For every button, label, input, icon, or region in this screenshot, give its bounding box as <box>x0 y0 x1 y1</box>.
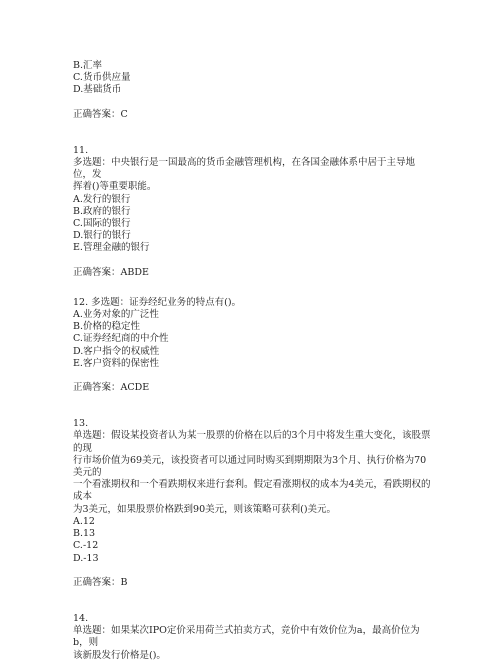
question-stem: 行市场价值为69美元，该投资者可以通过同时购买到期期限为3个月、执行价格为70美元的 <box>73 454 427 479</box>
option-line: B.汇率 <box>73 60 103 71</box>
question-12 <box>73 297 433 394</box>
option-line: C.证券经纪商的中介性 <box>73 333 169 345</box>
prev-question <box>73 60 433 121</box>
question-number: 13. <box>73 418 89 430</box>
question-number: 14. <box>73 612 89 624</box>
option-line: B.13 <box>73 528 96 540</box>
option-line: C.货币供应量 <box>73 72 131 84</box>
question-stem: 挥着()等重要职能。 <box>73 181 157 193</box>
option-line: E.管理金融的银行 <box>73 242 150 254</box>
option-line: C.-12 <box>73 540 99 552</box>
option-line: D.客户指令的权威性 <box>73 345 160 357</box>
option-line: A.发行的银行 <box>73 193 131 205</box>
option-line: C.国际的银行 <box>73 218 131 230</box>
question-number: 11. <box>73 144 89 156</box>
option-line: A.12 <box>73 515 95 527</box>
question-stem: 单选题：如果某次IPO定价采用荷兰式拍卖方式，竞价中有效价位为a，最高价位为b，则 <box>73 625 420 649</box>
option-line: E.客户资料的保密性 <box>73 357 159 369</box>
option-line: B.价格的稳定性 <box>73 321 141 333</box>
question-stem: 12. 多选题：证券经纪业务的特点有()。 <box>73 296 242 308</box>
question-13 <box>73 418 433 589</box>
option-line: A.业务对象的广泛性 <box>73 309 159 321</box>
question-14 <box>73 613 433 662</box>
option-line: B.政府的银行 <box>73 205 131 217</box>
option-line: D.银行的银行 <box>73 230 131 242</box>
question-stem: 为3美元，如果股票价格跌到90美元，则该策略可获利()美元。 <box>73 503 337 515</box>
question-stem: 一个看涨期权和一个看跌期权来进行套利。假定看涨期权的成本为4美元，看跌期权的成本 <box>73 479 431 503</box>
answer-line: 正确答案：B <box>73 576 128 588</box>
answer-line: 正确答案：ABDE <box>73 266 149 278</box>
option-line: D.-13 <box>73 552 99 564</box>
answer-line: 正确答案：ACDE <box>73 382 150 394</box>
option-line: D.基础货币 <box>73 84 122 96</box>
question-stem: 多选题：中央银行是一国最高的货币金融管理机构，在各国金融体系中居于主导地位，发 <box>73 157 416 181</box>
question-stem: 该新股发行价格是()。 <box>73 649 166 661</box>
question-stem: 单选题：假设某投资者认为某一股票的价格在以后的3个月中将发生重大变化，该股票的现 <box>73 430 431 454</box>
document-page <box>73 60 433 662</box>
answer-line: 正确答案：C <box>73 108 128 120</box>
question-11 <box>73 145 433 279</box>
